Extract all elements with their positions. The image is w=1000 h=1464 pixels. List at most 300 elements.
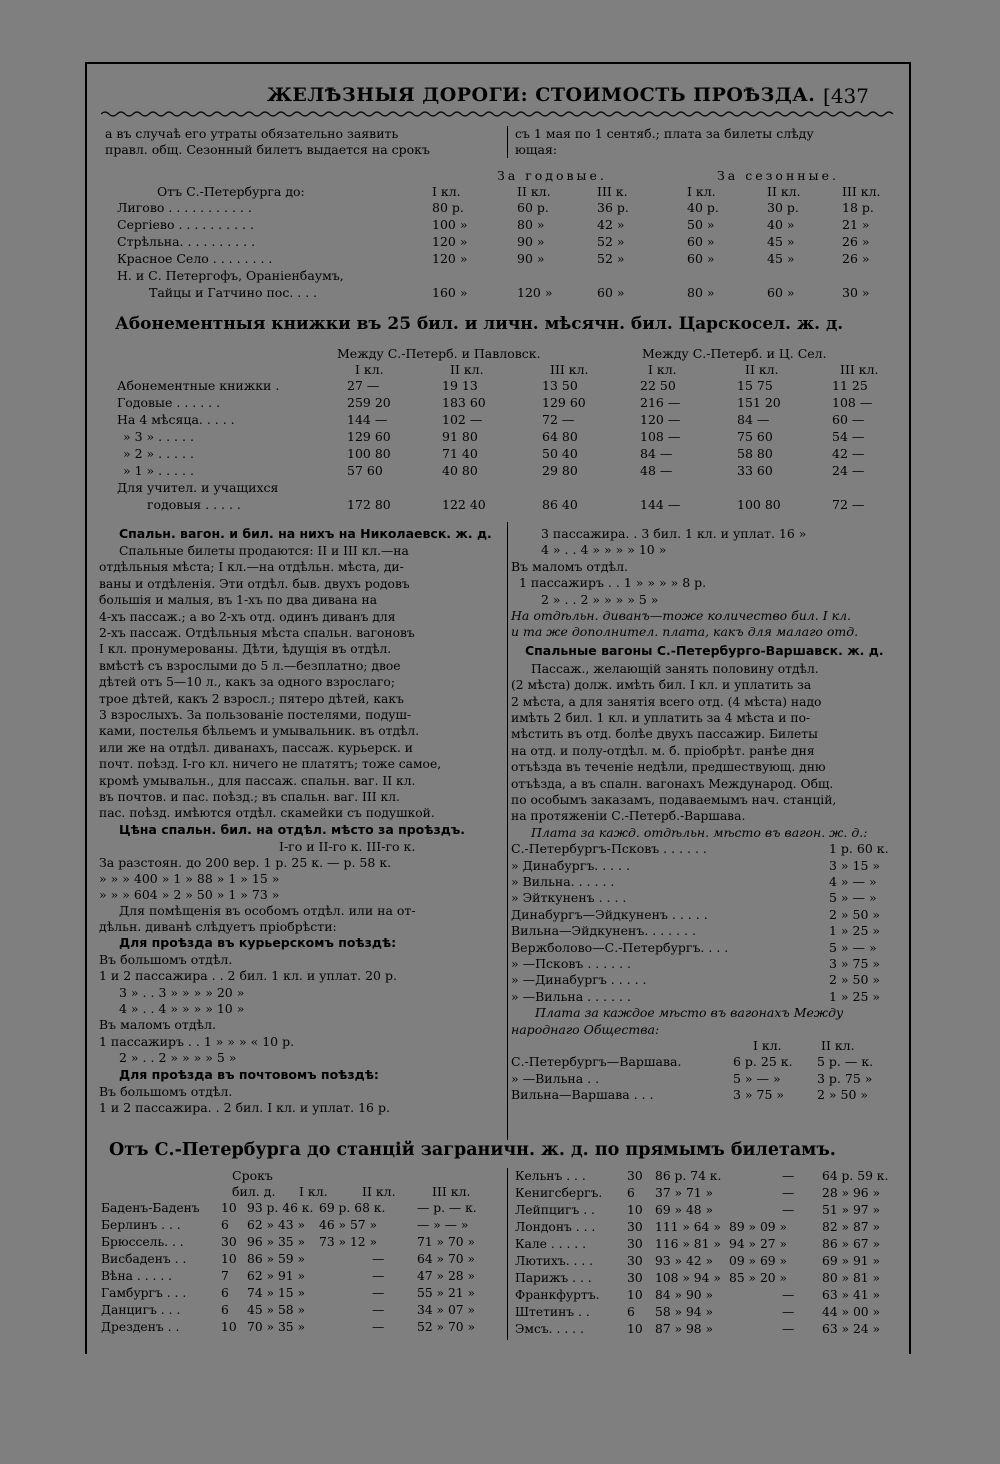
cell-value: 5 » — » xyxy=(829,939,877,955)
cell-value: 6 р. 25 к. xyxy=(733,1054,793,1070)
cell-value: 54 — xyxy=(832,429,865,444)
row-label: Баденъ-Баденъ xyxy=(101,1201,200,1215)
cell-value: 84 — xyxy=(737,412,770,427)
cell-value: 3 р. 75 » xyxy=(817,1070,873,1086)
row-label: Парижъ . . . xyxy=(515,1271,592,1285)
class-header: II кл. xyxy=(767,184,801,199)
cell-value: 60 » xyxy=(687,251,715,266)
paragraph-line: отъѣзда въ теченіе недѣли, предшествующ. дню xyxy=(511,760,826,775)
row-label: » 2 » . . . . . xyxy=(123,446,194,461)
courier-line: Въ маломъ отдѣл. xyxy=(511,558,628,574)
cell-value: 80 » xyxy=(687,285,715,300)
cell-value: 30 р. xyxy=(767,200,799,215)
price-header: I-го и II-го к. III-го к. xyxy=(279,838,416,854)
paragraph-line: трое дѣтей, какъ 2 взросл.; пятеро дѣтей, какъ xyxy=(99,691,404,706)
cell-value: 75 60 xyxy=(737,429,773,444)
paragraph-line: дѣльн. диванѣ слѣдуетъ пріобрѣсти: xyxy=(99,918,337,934)
cell-value: 62 » 91 » xyxy=(247,1269,306,1283)
cell-value: 6 xyxy=(221,1218,229,1232)
cell-value: — xyxy=(782,1186,795,1200)
cell-value: 30 xyxy=(627,1271,643,1285)
class-header: II кл. xyxy=(745,362,779,377)
cell-value: 13 50 xyxy=(542,378,578,393)
cell-value: 70 » 35 » xyxy=(247,1320,306,1334)
group-header: За сезонные. xyxy=(717,168,839,183)
cell-value: — xyxy=(372,1303,385,1317)
row-label: Брюссель. . . xyxy=(101,1235,184,1249)
class-header: III кл. xyxy=(550,362,589,377)
cell-value: 50 » xyxy=(687,217,715,232)
row-label: Эмсъ. . . . . xyxy=(515,1322,584,1336)
cell-value: 5 р. — к. xyxy=(817,1054,874,1070)
paragraph-line: Спальные билеты продаются: II и III кл.—на xyxy=(119,544,409,558)
cell-value: 1 » 25 » xyxy=(829,923,881,939)
cell-value: 5 » — » xyxy=(733,1070,781,1086)
cell-value: 216 — xyxy=(640,395,681,410)
section-title: Спальные вагоны С.-Петербурго-Варшавск. ж. д. xyxy=(525,642,884,658)
row-label: Кале . . . . . xyxy=(515,1237,587,1251)
column-header: II кл. xyxy=(362,1184,396,1199)
paragraph-line: на отд. и полу-отдѣл. м. б. пріобрѣт. ранѣе дня xyxy=(511,743,815,758)
cell-value: 28 » 96 » xyxy=(822,1186,881,1200)
price-row: За разстоян. до 200 вер. 1 р. 25 к. — р. 58 к. xyxy=(99,854,392,870)
row-label: Висбаденъ . . xyxy=(101,1252,187,1266)
cell-value: 10 xyxy=(221,1201,237,1215)
cell-value: 44 » 00 » xyxy=(822,1305,881,1319)
cell-value: 5 » — » xyxy=(829,890,877,906)
cell-value: — xyxy=(782,1288,795,1302)
cell-value: 74 » 15 » xyxy=(247,1286,306,1300)
row-label: Кельнъ . . . xyxy=(515,1169,586,1183)
class-header: III кл. xyxy=(842,184,881,199)
cell-value: 100 80 xyxy=(737,497,781,512)
post-line: 1 и 2 пассажира. . 2 бил. I кл. и уплат. 16 р. xyxy=(99,1100,390,1115)
cell-value: 108 — xyxy=(640,429,681,444)
from-label: Отъ С.-Петербурга до: xyxy=(157,184,305,199)
cell-value: 80 » 81 » xyxy=(822,1271,881,1285)
cell-value: 3 » 75 » xyxy=(733,1087,785,1103)
column-header: бил. д. xyxy=(232,1184,276,1199)
cell-value: 82 » 87 » xyxy=(822,1220,881,1234)
cell-value: 40 » xyxy=(767,217,795,232)
cell-value: 3 » 15 » xyxy=(829,857,881,873)
cell-value: 69 » 91 » xyxy=(822,1254,881,1268)
cell-value: 120 » xyxy=(432,234,468,249)
paragraph-line: на протяженіи С.-Петерб.-Варшава. xyxy=(511,809,746,824)
class-header: I кл. xyxy=(432,184,461,199)
cell-value: 2 » 50 » xyxy=(829,906,881,922)
row-label: Лигово . . . . . . . . . . . xyxy=(117,200,252,215)
row-label: С.-Петербургъ—Варшава. xyxy=(511,1054,682,1070)
class-header: III к. xyxy=(597,184,628,199)
cell-value: 120 — xyxy=(640,412,681,427)
paragraph-line: въ почтов. и пас. поѣзд.; въ спальн. ваг. III кл. xyxy=(99,790,400,804)
cell-value: 45 » xyxy=(767,251,795,266)
cell-value: 85 » 20 » xyxy=(729,1271,788,1285)
row-label: Франкфуртъ. xyxy=(515,1288,600,1302)
note-line: и та же дополнител. плата, какъ для малаго отд. xyxy=(511,624,859,640)
paragraph-line: 2-хъ пассаж. Отдѣльныя мѣста спальн. вагоновъ xyxy=(99,626,415,640)
page xyxy=(85,62,911,1354)
cell-value: 73 » 12 » xyxy=(319,1235,378,1249)
column-header: Срокъ xyxy=(232,1168,273,1183)
cell-value: 144 — xyxy=(640,497,681,512)
cell-value: 71 40 xyxy=(442,446,478,461)
paragraph-line: почт. поѣзд. I-го кл. ничего не платятъ; тоже самое, xyxy=(99,757,442,772)
courier-line: 4 » . . 4 » » » » 10 » xyxy=(119,1001,245,1016)
cell-value: 72 — xyxy=(542,412,575,427)
group-header: Между С.-Петерб. и Павловск. xyxy=(337,346,541,361)
cell-value: 93 р. 46 к. xyxy=(247,1201,314,1215)
cell-value: 86 » 59 » xyxy=(247,1252,306,1266)
cell-value: 52 » xyxy=(597,234,625,249)
column-rule xyxy=(507,126,508,158)
row-label: » 3 » . . . . . xyxy=(123,429,194,444)
cell-value: — xyxy=(782,1203,795,1217)
courier-line: 1 пассажиръ . . 1 » » » « 10 р. xyxy=(99,1033,295,1049)
cell-value: — » — » xyxy=(417,1218,469,1232)
cell-value: 52 » xyxy=(597,251,625,266)
abonement-table xyxy=(87,346,909,516)
cell-value: 45 » 58 » xyxy=(247,1303,306,1317)
row-label: Кенигсбергъ. xyxy=(515,1186,603,1200)
abonement-title: Абонементныя книжки въ 25 бил. и личн. мѣсячн. бил. Царскосел. ж. д. xyxy=(115,314,844,334)
cell-value: 58 » 94 » xyxy=(655,1305,714,1319)
cell-value: 10 xyxy=(627,1322,643,1336)
cell-value: 86 40 xyxy=(542,497,578,512)
cell-value: 64 р. 59 к. xyxy=(822,1169,889,1183)
right-column xyxy=(511,522,907,1142)
cell-value: 100 » xyxy=(432,217,468,232)
cell-value: 10 xyxy=(221,1320,237,1334)
row-label: Годовые . . . . . . xyxy=(117,395,221,410)
cell-value: 100 80 xyxy=(347,446,391,461)
cell-value: 60 » xyxy=(767,285,795,300)
cell-value: 09 » 69 » xyxy=(729,1254,788,1268)
cell-value: — xyxy=(372,1320,385,1334)
cell-value: 259 20 xyxy=(347,395,391,410)
cell-value: 10 xyxy=(627,1203,643,1217)
row-label: Гамбургъ . . . xyxy=(101,1286,187,1300)
cell-value: 64 » 70 » xyxy=(417,1252,476,1266)
cell-value: 34 » 07 » xyxy=(417,1303,476,1317)
cell-value: 80 р. xyxy=(432,200,464,215)
cell-value: 183 60 xyxy=(442,395,486,410)
row-label: Лейпцигъ . . xyxy=(515,1203,595,1217)
group-header: Между С.-Петерб. и Ц. Сел. xyxy=(642,346,827,361)
cell-value: 10 xyxy=(221,1252,237,1266)
cell-value: 62 » 43 » xyxy=(247,1218,306,1232)
paragraph-line: ками, постелья бѣльемъ и умывальник. въ отдѣл. xyxy=(99,724,420,739)
paragraph-line: ваны и отдѣленія. Эти отдѣл. быв. двухъ родовъ xyxy=(99,576,410,591)
cell-value: 129 60 xyxy=(542,395,586,410)
left-column xyxy=(99,522,503,1142)
row-label: » Эйткуненъ . . . . xyxy=(511,890,627,906)
intro-left-line: правл. общ. Сезонный билетъ выдается на срокъ xyxy=(105,142,430,157)
price-row: » » » 400 » 1 » 88 » 1 » 15 » xyxy=(99,870,280,886)
cell-value: 86 » 67 » xyxy=(822,1237,881,1251)
cell-value: 1 » 25 » xyxy=(829,988,881,1004)
paragraph-line: Плата за каждое мѣсто въ вагонахъ Между xyxy=(535,1005,844,1021)
class-header: I кл. xyxy=(753,1038,782,1053)
row-label: Сергіево . . . . . . . . . . xyxy=(117,217,254,232)
cell-value: 89 » 09 » xyxy=(729,1220,788,1234)
cell-value: 96 » 35 » xyxy=(247,1235,306,1249)
paragraph-line: 4-хъ пассаж.; а во 2-хъ отд. одинъ диванъ для xyxy=(99,609,396,624)
paragraph-line: пас. поѣзд. имѣются отдѣл. скамейки съ подушкой. xyxy=(99,806,435,821)
column-header: I кл. xyxy=(299,1184,328,1199)
post-line: Въ большомъ отдѣл. xyxy=(99,1083,233,1099)
paragraph-line: Для помѣщенія въ особомъ отдѣл. или на от- xyxy=(119,902,416,918)
note-line: На отдѣльн. диванъ—тоже количество бил. I кл. xyxy=(511,608,852,623)
cell-value: 6 xyxy=(221,1286,229,1300)
section-title: Цѣна спальн. бил. на отдѣл. мѣсто за проѣздъ. xyxy=(119,821,465,837)
row-label: Дрезденъ . . xyxy=(101,1320,180,1334)
cell-value: — xyxy=(782,1322,795,1336)
intro-right-line: ющая: xyxy=(515,142,558,157)
cell-value: — xyxy=(372,1252,385,1266)
paragraph-line: дѣтей отъ 5—10 л., какъ за одного взрослаго; xyxy=(99,675,395,690)
cell-value: 37 » 71 » xyxy=(655,1186,714,1200)
courier-line: 3 » . . 3 » » » » 20 » xyxy=(119,984,245,1000)
courier-line: 3 пассажира. . 3 бил. 1 кл. и уплат. 16 » xyxy=(541,526,807,541)
cell-value: 11 25 xyxy=(832,378,868,393)
foreign-tickets-table xyxy=(87,1168,909,1344)
cell-value: 45 » xyxy=(767,234,795,249)
cell-value: 22 50 xyxy=(640,378,676,393)
paragraph-line: по особымъ заказамъ, подаваемымъ нач. станцій, xyxy=(511,793,837,807)
paragraph-line: кромѣ умывальн., для пассаж. спальн. ваг. II кл. xyxy=(99,773,416,788)
row-label: Лютихъ. . . . xyxy=(515,1254,594,1268)
cell-value: 48 — xyxy=(640,463,673,478)
foreign-title: Отъ С.-Петербурга до станцій заграничн. ж. д. по прямымъ билетамъ. xyxy=(109,1140,836,1160)
cell-value: 6 xyxy=(627,1305,635,1319)
row-label: Данцигъ . . . xyxy=(101,1303,181,1317)
paragraph-line: отъѣзда, а въ спалн. вагонахъ Международ. Общ. xyxy=(511,776,834,791)
paragraph-line: или же на отдѣл. диванахъ, пассаж. курьерск. и xyxy=(99,740,413,755)
row-label: Штетинъ . . xyxy=(515,1305,590,1319)
intro-left-line: а въ случаѣ его утраты обязательно заявить xyxy=(105,126,399,141)
paragraph-line: 2 мѣста, а для занятія всего отд. (4 мѣста) надо xyxy=(511,694,822,709)
cell-value: 90 » xyxy=(517,251,545,266)
cell-value: 30 xyxy=(221,1235,237,1249)
cell-value: 87 » 98 » xyxy=(655,1322,714,1336)
cell-value: 69 р. 68 к. xyxy=(319,1201,386,1215)
courier-line: 2 » . . 2 » » » » 5 » xyxy=(119,1050,237,1066)
cell-value: 40 р. xyxy=(687,200,719,215)
column-rule xyxy=(507,522,508,1140)
cell-value: — xyxy=(372,1286,385,1300)
cell-value: 40 80 xyxy=(442,463,478,478)
cell-value: 42 — xyxy=(832,446,865,461)
paragraph-line: отдѣльныя мѣста; I кл.—на отдѣльн. мѣста, ди- xyxy=(99,560,404,575)
cell-value: 26 » xyxy=(842,234,870,249)
row-label: Берлинъ . . . xyxy=(101,1218,181,1232)
cell-value: 46 » 57 » xyxy=(319,1218,378,1232)
cell-value: — xyxy=(782,1169,795,1183)
cell-value: 102 — xyxy=(442,412,483,427)
cell-value: 42 » xyxy=(597,217,625,232)
cell-value: 60 — xyxy=(832,412,865,427)
courier-line: 1 и 2 пассажира . . 2 бил. 1 кл. и уплат. 20 р. xyxy=(99,968,397,984)
cell-value: 60 » xyxy=(687,234,715,249)
intro-right-line: съ 1 мая по 1 сентяб.; плата за билеты слѣду xyxy=(515,126,814,141)
cell-value: 19 13 xyxy=(442,378,478,393)
cell-value: 108 » 94 » xyxy=(655,1271,721,1285)
row-label: Тайцы и Гатчино пос. . . . xyxy=(149,285,318,300)
courier-line: Въ большомъ отдѣл. xyxy=(99,951,233,967)
cell-value: 3 » 75 » xyxy=(829,956,881,971)
class-header: II кл. xyxy=(450,362,484,377)
cell-value: 26 » xyxy=(842,251,870,266)
cell-value: 52 » 70 » xyxy=(417,1320,476,1334)
cell-value: 36 р. xyxy=(597,200,629,215)
cell-value: 33 60 xyxy=(737,463,773,478)
row-label: годовыя . . . . . xyxy=(147,497,241,512)
paragraph-line: (2 мѣста) долж. имѣть бил. I кл. и уплатить за xyxy=(511,678,812,693)
row-label: Н. и С. Петергофъ, Ораніенбаумъ, xyxy=(117,268,344,283)
section-title: Для проѣзда въ курьерскомъ поѣздѣ: xyxy=(119,934,397,950)
paragraph-line: вмѣстѣ съ взрослыми до 5 л.—безплатно; двое xyxy=(99,658,401,673)
cell-value: 10 xyxy=(627,1288,643,1302)
cell-value: 90 » xyxy=(517,234,545,249)
cell-value: 57 60 xyxy=(347,463,383,478)
class-header: I кл. xyxy=(648,362,677,377)
paragraph-line: мѣстить въ отд. болѣе двухъ пассажир. Билеты xyxy=(511,727,818,742)
row-label: Вержболово—С.-Петербургъ. . . . xyxy=(511,939,729,955)
wavy-rule-divider xyxy=(101,110,897,118)
paragraph-line: имѣть 2 бил. 1 кл. и уплатить за 4 мѣста и по- xyxy=(511,711,811,725)
cell-value: 111 » 64 » xyxy=(655,1220,721,1234)
row-label: Вѣна . . . . . xyxy=(101,1269,173,1283)
paragraph-line: I кл. пронумерованы. Дѣти, ѣдущія въ отдѣл. xyxy=(99,642,392,657)
season-ticket-table xyxy=(87,168,909,304)
row-label: На 4 мѣсяца. . . . . xyxy=(117,412,235,427)
cell-value: 4 » — » xyxy=(829,874,877,889)
cell-value: 94 » 27 » xyxy=(729,1237,788,1251)
cell-value: 55 » 21 » xyxy=(417,1286,476,1300)
cell-value: 63 » 24 » xyxy=(822,1322,881,1336)
cell-value: 6 xyxy=(627,1186,635,1200)
cell-value: 6 xyxy=(221,1303,229,1317)
cell-value: 108 — xyxy=(832,395,873,410)
row-label: » —Вильна . . . . . . xyxy=(511,988,631,1004)
section-title: Для проѣзда въ почтовомъ поѣздѣ: xyxy=(119,1066,379,1082)
cell-value: 29 80 xyxy=(542,463,578,478)
group-header: За годовые. xyxy=(497,168,607,183)
cell-value: 27 — xyxy=(347,378,380,393)
cell-value: 60 р. xyxy=(517,200,549,215)
cell-value: 7 xyxy=(221,1269,229,1283)
paragraph-line: большія и малыя, въ 1-хъ по два дивана на xyxy=(99,593,378,608)
cell-value: 51 » 97 » xyxy=(822,1203,881,1217)
row-label: С.-Петербургъ-Псковъ . . . . . . xyxy=(511,841,707,857)
cell-value: 72 — xyxy=(832,497,865,512)
cell-value: 64 80 xyxy=(542,429,578,444)
cell-value: 30 xyxy=(627,1220,643,1234)
courier-line: 1 пассажиръ . . 1 » » » » 8 р. xyxy=(519,575,707,591)
cell-value: 71 » 70 » xyxy=(417,1235,476,1249)
class-header: I кл. xyxy=(687,184,716,199)
cell-value: — xyxy=(782,1305,795,1319)
cell-value: 160 » xyxy=(432,285,468,300)
row-label: Красное Село . . . . . . . . xyxy=(117,251,273,266)
cell-value: 15 75 xyxy=(737,378,773,393)
page-title: ЖЕЛѢЗНЫЯ ДОРОГИ: СТОИМОСТЬ ПРОѢЗДА. xyxy=(267,84,816,106)
cell-value: 30 » xyxy=(842,285,870,300)
page-number: [437 xyxy=(823,84,869,108)
cell-value: 30 xyxy=(627,1254,643,1268)
row-label: Абонементные книжки . xyxy=(117,378,280,393)
column-header: III кл. xyxy=(432,1184,471,1199)
cell-value: 91 80 xyxy=(442,429,478,444)
class-header: II кл. xyxy=(517,184,551,199)
cell-value: 69 » 48 » xyxy=(655,1203,714,1217)
cell-value: 50 40 xyxy=(542,446,578,461)
cell-value: 80 » xyxy=(517,217,545,232)
row-label: » —Вильна . . xyxy=(511,1070,600,1086)
row-label: » —Динабургъ . . . . . xyxy=(511,972,647,988)
price-row: » » » 604 » 2 » 50 » 1 » 73 » xyxy=(99,886,280,902)
section-title: Плата за кажд. отдѣльн. мѣсто въ вагон. ж. д.: xyxy=(531,824,868,840)
cell-value: 144 — xyxy=(347,412,388,427)
row-label: Стрѣльна. . . . . . . . . . xyxy=(117,234,256,249)
cell-value: 30 xyxy=(627,1237,643,1251)
cell-value: 84 » 90 » xyxy=(655,1288,714,1302)
cell-value: 129 60 xyxy=(347,429,391,444)
cell-value: 21 » xyxy=(842,217,870,232)
cell-value: 120 » xyxy=(517,285,553,300)
cell-value: 120 » xyxy=(432,251,468,266)
row-label: Вильна—Эйдкуненъ. . . . . . . xyxy=(511,923,696,939)
section-title: Спальн. вагон. и бил. на нихъ на Николаевск. ж. д. xyxy=(119,526,492,541)
cell-value: 116 » 81 » xyxy=(655,1237,721,1251)
cell-value: — р. — к. xyxy=(417,1201,477,1215)
row-label: Лондонъ . . . xyxy=(515,1220,596,1234)
cell-value: 58 80 xyxy=(737,446,773,461)
row-label: Вильна—Варшава . . . xyxy=(511,1087,654,1103)
cell-value: 63 » 41 » xyxy=(822,1288,881,1302)
cell-value: 86 р. 74 к. xyxy=(655,1169,722,1183)
cell-value: 84 — xyxy=(640,446,673,461)
courier-line: 2 » . . 2 » » » » 5 » xyxy=(541,591,659,607)
cell-value: 60 » xyxy=(597,285,625,300)
class-header: III кл. xyxy=(840,362,879,377)
cell-value: 18 р. xyxy=(842,200,874,215)
cell-value: 151 20 xyxy=(737,395,781,410)
cell-value: — xyxy=(372,1269,385,1283)
cell-value: 2 » 50 » xyxy=(829,972,881,988)
class-header: I кл. xyxy=(355,362,384,377)
row-label: » Вильна. . . . . . xyxy=(511,874,615,889)
cell-value: 172 80 xyxy=(347,497,391,512)
row-label: » Динабургъ. . . . . xyxy=(511,857,631,873)
paragraph-line: 3 взрослыхъ. За пользованіе постелями, подуш- xyxy=(99,708,412,722)
courier-line: 4 » . . 4 » » » » 10 » xyxy=(541,542,667,558)
cell-value: 2 » 50 » xyxy=(817,1087,869,1103)
cell-value: 1 р. 60 к. xyxy=(829,841,889,857)
paragraph-line: Пассаж., желающій занять половину отдѣл. xyxy=(531,661,819,676)
row-label: Динабургъ—Эйдкуненъ . . . . . xyxy=(511,906,708,922)
cell-value: 47 » 28 » xyxy=(417,1269,476,1283)
row-label: » —Псковъ . . . . . . xyxy=(511,956,632,971)
paragraph-line: народнаго Общества: xyxy=(511,1021,660,1037)
cell-value: 122 40 xyxy=(442,497,486,512)
row-label: Для учител. и учащихся xyxy=(117,480,279,495)
cell-value: 30 xyxy=(627,1169,643,1183)
row-label: » 1 » . . . . . xyxy=(123,463,194,478)
cell-value: 93 » 42 » xyxy=(655,1254,714,1268)
